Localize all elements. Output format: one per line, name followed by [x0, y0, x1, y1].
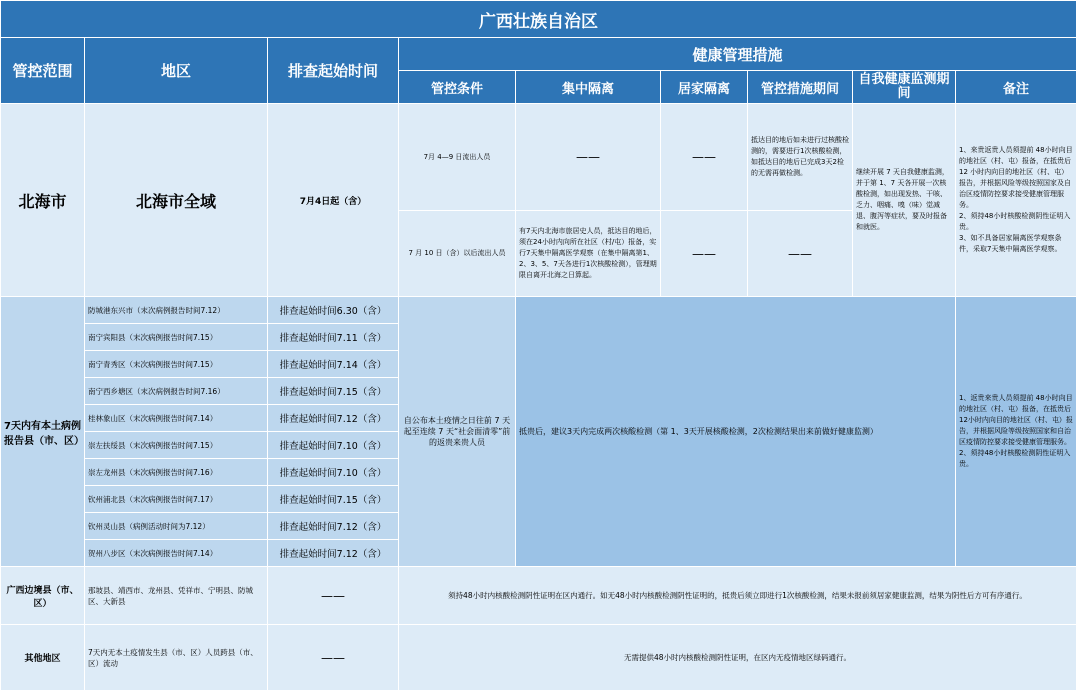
- local-area-7: 崇左龙州县（末次病例报告时间7.16）: [85, 459, 268, 486]
- beihai-condition-2: 7 月 10 日（含）以后流出人员: [399, 211, 516, 297]
- header-central-isolation: 集中隔离: [516, 71, 661, 104]
- local-area-5: 桂林象山区（末次病例报告时间7.14）: [85, 405, 268, 432]
- local-row-1: [1, 297, 1076, 324]
- beihai-central-1: ——: [516, 104, 661, 211]
- local-measure: 抵贵后，建议3天内完成两次核酸检测（第 1、3天开展核酸检测，2次检测结果出来前做好健康监测）: [516, 297, 956, 567]
- table-title: 广西壮族自治区: [1, 1, 1076, 38]
- border-measure: 须持48小时内核酸检测阴性证明在区内通行。如无48小时内核酸检测阴性证明的，抵贵后须立即进行1次核酸检测，结果未报前须居家健康监测，结果为阴性后方可有序通行。: [399, 567, 1076, 625]
- border-scope: 广西边境县（市、区）: [1, 567, 85, 625]
- beihai-home-1: ——: [661, 104, 748, 211]
- other-time: ——: [268, 625, 399, 691]
- local-area-6: 崇左扶绥县（末次病例报告时间7.15）: [85, 432, 268, 459]
- local-area-2: 南宁宾阳县（末次病例报告时间7.15）: [85, 324, 268, 351]
- other-row: [1, 625, 1076, 691]
- local-time-9: 排查起始时间7.12（含）: [268, 513, 399, 540]
- other-scope: 其他地区: [1, 625, 85, 691]
- border-area: 那坡县、靖西市、龙州县、凭祥市、宁明县、防城区、大新县: [85, 567, 268, 625]
- border-time: ——: [268, 567, 399, 625]
- local-area-9: 钦州灵山县（病例活动时间为7.12）: [85, 513, 268, 540]
- beihai-remark: 1、来贵返贵人员须提前 48小时向目的地社区（村、屯）报备，在抵贵后12 小时内向目的地社区（村、屯）报告，并根据风险等级按照国家及自治区疫情防控要求接受健康管理服务。 2、须持48小时核酸检测阴性证明入贵。 3、如不具备居家隔离医学观察条件，采取7天集中隔离医学观察。: [956, 104, 1076, 297]
- local-area-8: 钦州浦北县（末次病例报告时间7.17）: [85, 486, 268, 513]
- local-time-10: 排查起始时间7.12（含）: [268, 540, 399, 567]
- header-home-isolation: 居家隔离: [661, 71, 748, 104]
- title-row: [1, 1, 1076, 38]
- header-area: 地区: [85, 38, 268, 104]
- header-health-measures: 健康管理措施: [399, 38, 1076, 71]
- beihai-scope: 北海市: [1, 104, 85, 297]
- local-time-4: 排查起始时间7.15（含）: [268, 378, 399, 405]
- header-condition: 管控条件: [399, 71, 516, 104]
- border-row: [1, 567, 1076, 625]
- beihai-home-2: ——: [661, 211, 748, 297]
- beihai-condition-1: 7月 4—9 日流出人员: [399, 104, 516, 211]
- beihai-area: 北海市全域: [85, 104, 268, 297]
- beihai-central-2: 有7天内北海市旅居史人员，抵达目的地后，须在24小时内向所在社区（村/屯）报备，实行7天集中隔离医学观察（在集中隔离第1、2、3、5、7天各进行1次核酸检测），管理期限自离开北海之日算起。: [516, 211, 661, 297]
- header-scope: 管控范围: [1, 38, 85, 104]
- other-measure: 无需提供48小时内核酸检测阴性证明，在区内无疫情地区绿码通行。: [399, 625, 1076, 691]
- header-row-1: [1, 38, 1076, 71]
- local-remark: 1、返贵来贵人员须提前 48小时向目的地社区（村、屯）报备，在抵贵后12小时内向目的地社区（村、屯）报告，并根据风险等级按照国家和自治区疫情防控要求接受健康管理服务。 2、须持48小时核酸检测阴性证明入贵。: [956, 297, 1076, 567]
- beihai-self-monitor: 继续开展 7 天自我健康监测，并于第 1、7 天各开展一次核酸检测，如出现发热、干咳、乏力、咽痛、嗅（味）觉减退、腹泻等症状，要及时报备和就医。: [853, 104, 956, 297]
- local-area-1: 防城港东兴市（末次病例报告时间7.12）: [85, 297, 268, 324]
- local-area-3: 南宁青秀区（末次病例报告时间7.15）: [85, 351, 268, 378]
- header-control-period: 管控措施期间: [748, 71, 853, 104]
- header-start-time: 排查起始时间: [268, 38, 399, 104]
- beihai-start-time: 7月4日起（含）: [268, 104, 399, 297]
- beihai-row-1: [1, 104, 1076, 211]
- header-remark: 备注: [956, 71, 1076, 104]
- local-time-1: 排查起始时间6.30（含）: [268, 297, 399, 324]
- other-area: 7天内无本土疫情发生县（市、区）人员跨县（市、区）流动: [85, 625, 268, 691]
- header-self-monitor: 自我健康监测期间: [853, 71, 956, 104]
- beihai-period-1: 抵达目的地后如未进行过核酸检测的，需要进行1次核酸检测，如抵达目的地后已完成3天2检的无需再做检测。: [748, 104, 853, 211]
- local-time-5: 排查起始时间7.12（含）: [268, 405, 399, 432]
- local-time-2: 排查起始时间7.11（含）: [268, 324, 399, 351]
- local-time-3: 排查起始时间7.14（含）: [268, 351, 399, 378]
- local-time-7: 排查起始时间7.10（含）: [268, 459, 399, 486]
- local-area-4: 南宁西乡塘区（末次病例报告时间7.16）: [85, 378, 268, 405]
- local-condition: 自公布本土疫情之日往前 7 天起至连续 7 天“社会面清零”前的返贵来贵人员: [399, 297, 516, 567]
- local-scope: 7天内有本土病例报告县（市、区）: [1, 297, 85, 567]
- local-time-8: 排查起始时间7.15（含）: [268, 486, 399, 513]
- local-time-6: 排查起始时间7.10（含）: [268, 432, 399, 459]
- local-area-10: 贺州八步区（末次病例报告时间7.14）: [85, 540, 268, 567]
- beihai-period-2: ——: [748, 211, 853, 297]
